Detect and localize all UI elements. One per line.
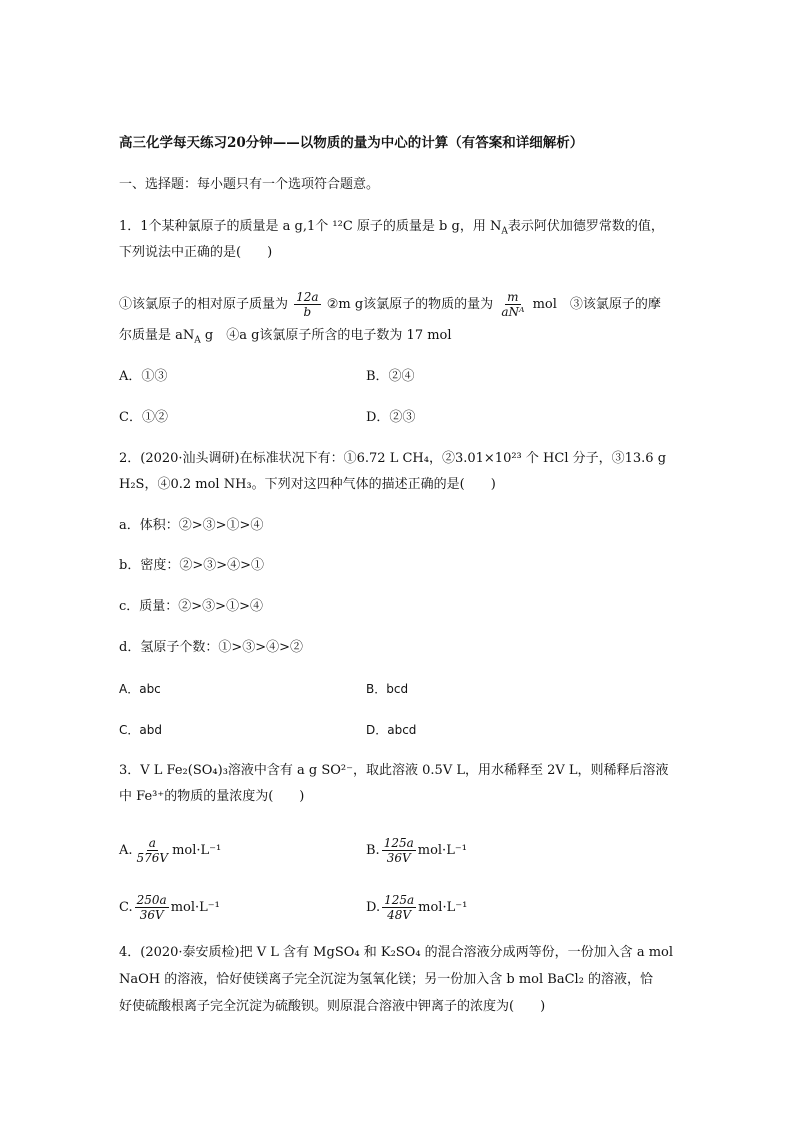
q1-option-a: A．①③	[119, 369, 168, 384]
q2-option-a: A．abc	[119, 682, 161, 696]
q1-stem-line1: 1．1个某种氯原子的质量是 a g,1个 ¹²C 原子的质量是 b g，用 $N_A$表示阿伏加德罗常数的值，	[119, 219, 664, 237]
q3-option-d: D. $\frac{125a}{48V}$ mol·L⁻¹	[366, 893, 468, 922]
q1-stem-line2: 下列说法中正确的是( )	[119, 245, 273, 260]
q2-stem-line2: H₂S，④0.2 mol NH₃。下列对这四种气体的描述正确的是( )	[119, 477, 496, 492]
q4-stem-line3: 好使硫酸根离子完全沉淀为硫酸钡。则原混合溶液中钾离子的浓度为( )	[119, 999, 546, 1014]
q1-option-b: B．②④	[366, 369, 415, 384]
q3-option-b: B. $\frac{125a}{36V}$ mol·L⁻¹	[366, 836, 467, 865]
fraction-12a-b: $\frac{12a}{b}$	[296, 290, 319, 319]
q4-stem-line2: NaOH 的溶液，恰好使镁离子完全沉淀为氢氧化镁；另一份加入含 b mol BaCl₂ 的溶液，恰	[119, 972, 654, 987]
q2-item-a: a．体积：②>③>①>④	[119, 518, 264, 533]
section-heading: 一、选择题：每小题只有一个选项符合题意。	[119, 177, 380, 192]
q3-option-a: A. $\frac{a}{576V}$ mol·L⁻¹	[119, 836, 222, 865]
q1-option-c: C．①②	[119, 410, 168, 425]
fraction-m-aNA: $\frac{m}{\text{aNᴬ}}$	[501, 290, 525, 319]
q4-stem-line1: 4．(2020·泰安质检)把 V L 含有 MgSO₄ 和 K₂SO₄ 的混合溶液分成两等份，一份加入含 a mol	[119, 945, 674, 960]
q2-item-c: c．质量：②>③>①>④	[119, 599, 263, 614]
q2-option-b: B．bcd	[366, 682, 409, 696]
q1-option-d: D．②③	[366, 410, 416, 425]
q2-item-b: b．密度：②>③>④>①	[119, 558, 264, 573]
q1-statements-line1: ①该氯原子的相对原子质量为 $\frac{12a}{b}$ ②m g该氯原子的物质的量为 $\frac{m}{\text{aNᴬ}}$ mol ③该氯原子的摩	[119, 290, 661, 319]
page-title: 高三化学每天练习20分钟——以物质的量为中心的计算（有答案和详细解析）	[119, 135, 584, 151]
q2-stem-line1: 2．(2020·汕头调研)在标准状况下有：①6.72 L CH₄，②3.01×10²³ 个 HCl 分子，③13.6 g	[119, 451, 667, 466]
q3-stem-line2: 中 Fe³⁺的物质的量浓度为( )	[119, 789, 305, 804]
q2-option-c: C．abd	[119, 723, 162, 737]
q1-statements-line2: 尔质量是 $aN_A$ g ④a g该氯原子所含的电子数为 17 mol	[119, 328, 452, 346]
q2-item-d: d．氢原子个数：①>③>④>②	[119, 640, 303, 655]
q2-option-d: D．abcd	[366, 723, 417, 737]
q3-option-c: C. $\frac{250a}{36V}$ mol·L⁻¹	[119, 893, 220, 922]
q3-stem-line1: 3．V L Fe₂(SO₄)₃溶液中含有 a g SO²⁻，取此溶液 0.5V L，用水稀释至 2V L，则稀释后溶液	[119, 763, 669, 778]
